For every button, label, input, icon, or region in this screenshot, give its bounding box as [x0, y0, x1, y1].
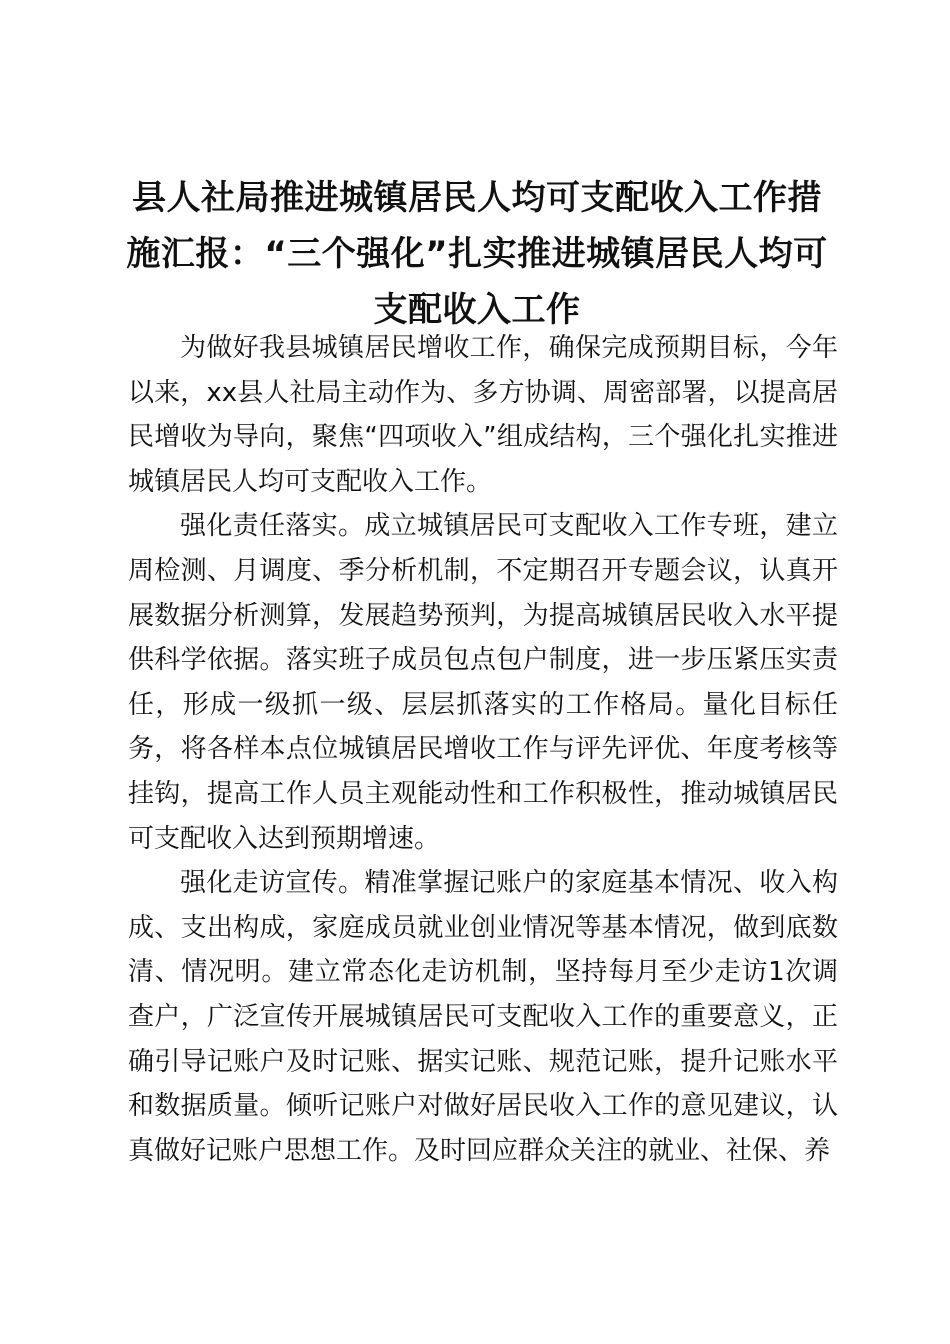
document-body — [128, 326, 838, 1173]
paragraph-visits-publicity: 强化走访宣传。精准掌握记账户的家庭基本情况、收入构成、支出构成，家庭成员就业创业情况等基本情况，做到底数清、情况明。建立常态化走访机制，坚持每月至少走访1次调查户，广泛宣传开展城镇居民可支配收入工作的重要意义，正确引导记账户及时记账、据实记账、规范记账，提升记账水平和数据质量。倾听记账户对做好居民收入工作的意见建议，认真做好记账户思想工作。及时回应群众关注的就业、社保、养 — [128, 868, 838, 1166]
paragraph-intro: 为做好我县城镇居民增收工作，确保完成预期目标，今年以来，xx县人社局主动作为、多方协调、周密部署，以提高居民增收为导向，聚焦“四项收入”组成结构，三个强化扎实推进城镇居民人均可支配收入工作。 — [128, 333, 838, 497]
paragraph-responsibility: 强化责任落实。成立城镇居民可支配收入工作专班，建立周检测、月调度、季分析机制，不定期召开专题会议，认真开展数据分析测算，发展趋势预判，为提高城镇居民收入水平提供科学依据。落实班子成员包点包户制度，进一步压紧压实责任，形成一级抓一级、层层抓落实的工作格局。量化目标任务，将各样本点位城镇居民增收工作与评先评优、年度考核等挂钩，提高工作人员主观能动性和工作积极性，推动城镇居民可支配收入达到预期增速。 — [128, 511, 838, 854]
document-title: 县人社局推进城镇居民人均可支配收入工作措施汇报：“三个强化”扎实推进城镇居民人均可支配收入工作 — [126, 178, 828, 330]
